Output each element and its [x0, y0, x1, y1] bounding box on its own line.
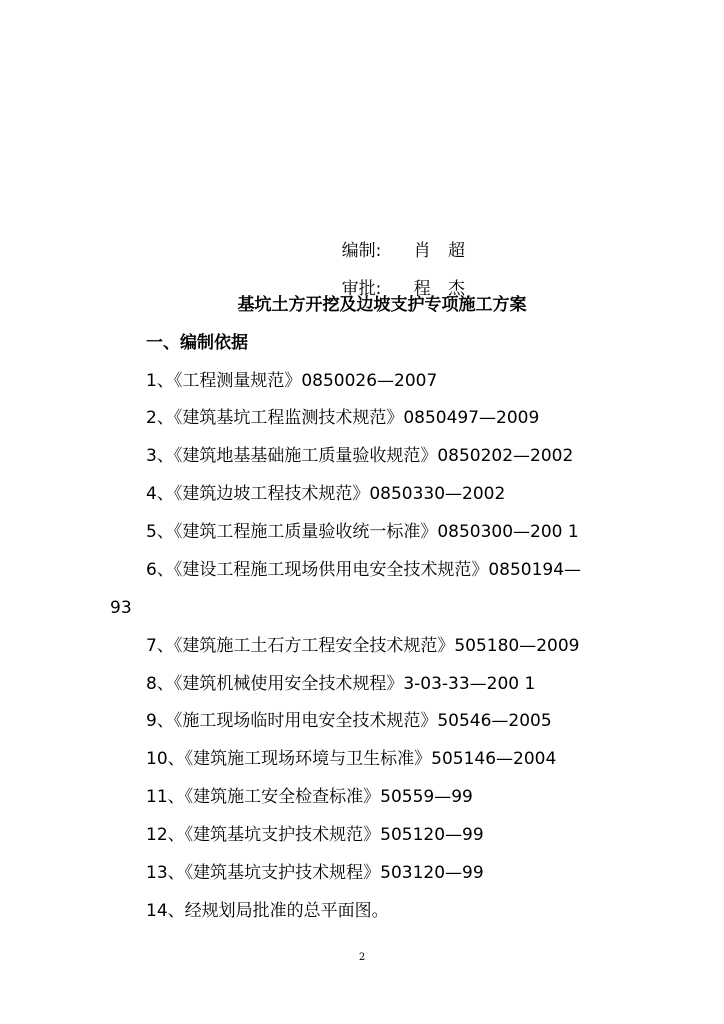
reference-item: 1、《工程测量规范》0850026—2007: [146, 371, 438, 391]
reference-item: 4、《建筑边坡工程技术规范》0850330—2002: [146, 484, 506, 504]
reference-item: 2、《建筑基坑工程监测技术规范》0850497—2009: [146, 408, 540, 428]
reference-item: 12、《建筑基坑支护技术规范》505120—99: [146, 825, 484, 845]
compiler-name: 肖 超: [413, 241, 472, 261]
compiler-label: 编制:: [341, 241, 382, 261]
reference-item: 8、《建筑机械使用安全技术规程》3-03-33—200 1: [146, 674, 536, 694]
reference-item: 14、经规划局批准的总平面图。: [146, 901, 389, 921]
reference-item: 13、《建筑基坑支护技术规程》503120—99: [146, 863, 484, 883]
reference-item: 10、《建筑施工现场环境与卫生标准》505146—2004: [146, 749, 557, 769]
reference-item: 7、《建筑施工土石方工程安全技术规范》505180—2009: [146, 636, 580, 656]
reviewer-label: 审批:: [341, 279, 382, 299]
reference-item-continuation: 93: [110, 598, 132, 618]
page-number: 2: [358, 952, 366, 963]
reference-item: 11、《建筑施工安全检查标准》50559—99: [146, 787, 473, 807]
reviewer-name: 程 杰: [413, 279, 472, 299]
reference-item: 9、《施工现场临时用电安全技术规范》50546—2005: [146, 711, 552, 731]
reference-item: 5、《建筑工程施工质量验收统一标准》0850300—200 1: [146, 522, 579, 542]
section-heading: 一、编制依据: [146, 333, 248, 353]
document-title: 基坑土方开挖及边坡支护专项施工方案: [237, 295, 527, 315]
reference-item: 3、《建筑地基基础施工质量验收规范》0850202—2002: [146, 446, 574, 466]
reference-item: 6、《建设工程施工现场供用电安全技术规范》0850194—: [146, 560, 582, 580]
